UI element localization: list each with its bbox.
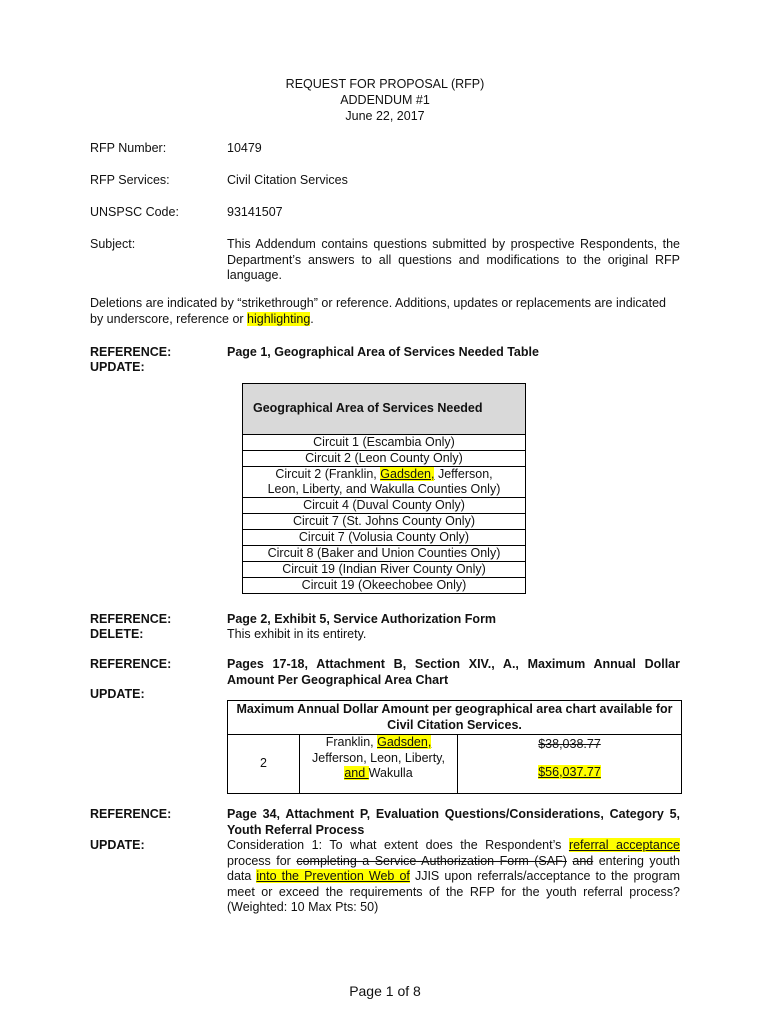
section4-reference-value: Page 34, Attachment P, Evaluation Questions/Considerations, Category 5, Youth Referral Process <box>227 807 680 837</box>
rfp-services-label: RFP Services: <box>90 173 170 187</box>
table-row: Circuit 8 (Baker and Union Counties Only) <box>243 546 525 562</box>
addendum-number: ADDENDUM #1 <box>340 93 430 107</box>
table-row: Circuit 19 (Indian River County Only) <box>243 562 525 578</box>
section4-reference-label: REFERENCE: <box>90 807 172 821</box>
unspsc-code-label: UNSPSC Code: <box>90 205 179 219</box>
section1-reference-value: Page 1, Geographical Area of Services Needed Table <box>227 345 539 359</box>
update-text-4: JJIS upon referrals/acceptance to the program meet or exceed the requirements of the RFP for the youth referral process? (Weighted: 10 Max Pts: 50) <box>227 869 680 914</box>
table-row: Circuit 4 (Duval County Only) <box>243 498 525 514</box>
rfp-services-value: Civil Citation Services <box>227 173 348 187</box>
circuit-cell: 2 <box>228 735 300 793</box>
section4-update-label: UPDATE: <box>90 838 145 852</box>
section2-reference-label: REFERENCE: <box>90 612 172 626</box>
counties-pre: Franklin, <box>325 735 378 749</box>
update-highlight-2: into the Prevention Web of <box>256 869 410 883</box>
max-dollar-table <box>227 700 682 794</box>
unspsc-code-value: 93141507 <box>227 205 283 219</box>
subject-label: Subject: <box>90 237 136 251</box>
update-text-3: entering youth data <box>227 853 680 883</box>
legend-highlight: highlighting <box>247 311 311 326</box>
counties-highlight: Gadsden, <box>377 735 432 749</box>
table-row: Circuit 19 (Okeechobee Only) <box>301 578 467 592</box>
table-row: Circuit 7 (St. Johns County Only) <box>243 514 525 530</box>
legend-end: . <box>310 311 314 326</box>
subject-value: This Addendum contains questions submitted by prospective Respondents, the Department’s answers to all questions and modifications to the original RFP language. <box>227 237 680 282</box>
table-row: Circuit 1 (Escambia Only) <box>243 435 525 451</box>
section2-reference-value: Page 2, Exhibit 5, Service Authorization Form <box>227 612 497 626</box>
legend-text: Deletions are indicated by “strikethrough” or reference. Additions, updates or replacements are indicated by underscore, reference or <box>90 296 667 326</box>
update-strike-1: completing a Service Authorization Form (SAF) <box>296 853 567 868</box>
franklin-post: Jefferson, <box>434 467 493 481</box>
rfp-number-label: RFP Number: <box>90 141 167 155</box>
geographical-area-table <box>242 383 526 594</box>
section3-update-label: UPDATE: <box>90 687 145 701</box>
section4-update-paragraph <box>227 838 680 916</box>
table-row: Circuit 7 (Volusia County Only) <box>243 530 525 546</box>
update-text-1: Consideration 1: To what extent does the Respondent’s <box>227 838 569 852</box>
amount-table-header: Maximum Annual Dollar Amount per geographical area chart available for Civil Citation Services. <box>228 701 681 735</box>
counties-end: Wakulla <box>368 766 413 780</box>
update-strike-2: and <box>572 853 594 868</box>
old-amount: $38,038.77 <box>538 737 601 751</box>
page-number: Page 1 of 8 <box>349 983 421 999</box>
section2-delete-label: DELETE: <box>90 627 144 641</box>
section2-delete-value: This exhibit in its entirety. <box>227 627 367 641</box>
section3-reference-label: REFERENCE: <box>90 657 172 671</box>
amount-cell <box>458 735 681 793</box>
table-row: Circuit 2 (Leon County Only) <box>243 451 525 467</box>
section1-reference-label: REFERENCE: <box>90 345 172 359</box>
table-row-franklin <box>243 467 525 498</box>
franklin-highlight: Gadsden, <box>380 467 435 481</box>
counties-highlight-and: and <box>344 766 369 780</box>
counties-cell <box>300 735 458 793</box>
doc-date: June 22, 2017 <box>345 109 425 123</box>
section3-reference-value: Pages 17-18, Attachment B, Section XIV., A., Maximum Annual Dollar Amount Per Geographical Area Chart <box>227 657 680 687</box>
new-amount: $56,037.77 <box>538 765 601 779</box>
franklin-line2: Leon, Liberty, and Wakulla Counties Only) <box>267 482 501 496</box>
rfp-number-value: 10479 <box>227 141 262 155</box>
legend-paragraph <box>90 296 680 327</box>
geo-table-header: Geographical Area of Services Needed <box>243 384 525 435</box>
section1-update-label: UPDATE: <box>90 360 145 374</box>
update-highlight-1: referral acceptance <box>568 838 680 852</box>
update-text-2: process for <box>227 853 297 868</box>
counties-mid: Jefferson, Leon, Liberty, <box>312 750 445 765</box>
doc-title: REQUEST FOR PROPOSAL (RFP) <box>285 77 485 91</box>
franklin-pre: Circuit 2 (Franklin, <box>275 467 381 481</box>
